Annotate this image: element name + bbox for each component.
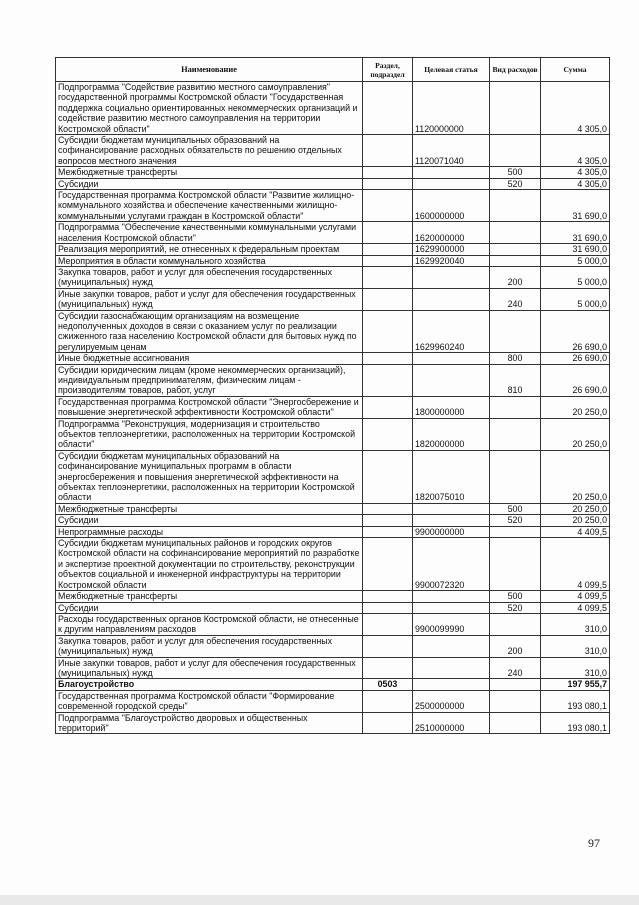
cell-sum: 310,0 [541, 635, 610, 657]
cell-target: 1620000000 [413, 222, 490, 244]
cell-sum: 193 080,1 [541, 712, 610, 734]
cell-target: 1800000000 [413, 396, 490, 418]
table-body [56, 82, 610, 734]
cell-section [363, 602, 413, 613]
cell-type: 500 [490, 167, 541, 178]
header-type: Вид расходов [490, 58, 541, 82]
header-section: Раздел, подраздел [363, 58, 413, 82]
table-row [56, 266, 610, 288]
cell-type [490, 690, 541, 712]
cell-target [413, 266, 490, 288]
cell-name: Мероприятия в области коммунального хозяйства [56, 255, 363, 266]
cell-name: Межбюджетные трансферты [56, 503, 363, 514]
cell-target [413, 635, 490, 657]
cell-target: 9900000000 [413, 526, 490, 537]
cell-sum: 31 690,0 [541, 222, 610, 244]
cell-section [363, 450, 413, 503]
cell-type: 240 [490, 657, 541, 679]
cell-sum: 4 305,0 [541, 82, 610, 135]
cell-type [490, 450, 541, 503]
cell-type [490, 613, 541, 635]
cell-section [363, 418, 413, 450]
cell-sum: 31 690,0 [541, 190, 610, 222]
cell-sum: 26 690,0 [541, 364, 610, 396]
cell-section [363, 222, 413, 244]
header-target: Целевая статья [413, 58, 490, 82]
cell-target: 1120000000 [413, 82, 490, 135]
cell-target: 1820075010 [413, 450, 490, 503]
cell-target [413, 364, 490, 396]
cell-section [363, 255, 413, 266]
cell-type [490, 526, 541, 537]
cell-name: Расходы государственных органов Костромской области, не отнесенные к другим направлениям расходов [56, 613, 363, 635]
cell-target [413, 167, 490, 178]
table-row [56, 679, 610, 690]
cell-type [490, 679, 541, 690]
cell-sum: 4 305,0 [541, 135, 610, 167]
cell-name: Государственная программа Костромской области "Развитие жилищно-коммунального хозяйства и обеспечение качественными жилищно-коммунальными услугами граждан в Костромской области" [56, 190, 363, 222]
cell-sum: 26 690,0 [541, 310, 610, 353]
cell-target [413, 288, 490, 310]
cell-type: 240 [490, 288, 541, 310]
cell-name: Субсидии [56, 178, 363, 189]
cell-sum: 5 000,0 [541, 288, 610, 310]
header-sum: Сумма [541, 58, 610, 82]
table-row [56, 418, 610, 450]
cell-sum: 4 409,5 [541, 526, 610, 537]
table-row [56, 602, 610, 613]
cell-type: 200 [490, 635, 541, 657]
table-row [56, 657, 610, 679]
cell-sum: 4 305,0 [541, 167, 610, 178]
table-row [56, 244, 610, 255]
table-row [56, 515, 610, 526]
cell-name: Государственная программа Костромской области "Формирование современной городской среды" [56, 690, 363, 712]
cell-name: Иные бюджетные ассигнования [56, 353, 363, 364]
cell-target: 1120071040 [413, 135, 490, 167]
cell-section [363, 288, 413, 310]
table-row [56, 167, 610, 178]
cell-section [363, 135, 413, 167]
table-row [56, 503, 610, 514]
cell-section [363, 178, 413, 189]
cell-name: Межбюджетные трансферты [56, 167, 363, 178]
cell-target [413, 353, 490, 364]
cell-target [413, 503, 490, 514]
cell-target: 1629960240 [413, 310, 490, 353]
cell-target [413, 657, 490, 679]
cell-section: 0503 [363, 679, 413, 690]
table-row [56, 190, 610, 222]
cell-type [490, 135, 541, 167]
table-row [56, 396, 610, 418]
cell-section [363, 538, 413, 591]
cell-type: 520 [490, 515, 541, 526]
cell-section [363, 396, 413, 418]
cell-sum: 310,0 [541, 657, 610, 679]
cell-name: Подпрограмма "Обеспечение качественными коммунальными услугами населения Костромской области" [56, 222, 363, 244]
cell-type [490, 190, 541, 222]
cell-section [363, 244, 413, 255]
cell-section [363, 613, 413, 635]
cell-type: 500 [490, 503, 541, 514]
cell-sum: 20 250,0 [541, 418, 610, 450]
cell-type: 200 [490, 266, 541, 288]
cell-type [490, 396, 541, 418]
cell-section [363, 266, 413, 288]
cell-name: Подпрограмма "Благоустройство дворовых и общественных территорий" [56, 712, 363, 734]
cell-section [363, 635, 413, 657]
cell-section [363, 190, 413, 222]
cell-sum: 4 099,5 [541, 538, 610, 591]
table-row [56, 690, 610, 712]
cell-name: Иные закупки товаров, работ и услуг для обеспечения государственных (муниципальных) нужд [56, 288, 363, 310]
cell-type: 520 [490, 602, 541, 613]
cell-target [413, 602, 490, 613]
cell-target: 9900099990 [413, 613, 490, 635]
cell-section [363, 515, 413, 526]
table-row [56, 526, 610, 537]
cell-type: 520 [490, 178, 541, 189]
cell-name: Субсидии бюджетам муниципальных образований на софинансирование муниципальных программ в области энергосбережения и повышения энергетической эффективности на объектах теплоэнергетики, расположенных на территории Костромской области [56, 450, 363, 503]
cell-type [490, 222, 541, 244]
cell-type: 810 [490, 364, 541, 396]
cell-sum: 20 250,0 [541, 503, 610, 514]
table-row [56, 222, 610, 244]
cell-sum: 5 000,0 [541, 266, 610, 288]
page-number: 97 [588, 836, 600, 850]
cell-sum: 197 955,7 [541, 679, 610, 690]
cell-type: 500 [490, 591, 541, 602]
cell-section [363, 167, 413, 178]
cell-name: Иные закупки товаров, работ и услуг для обеспечения государственных (муниципальных) нужд [56, 657, 363, 679]
table-row [56, 178, 610, 189]
cell-name: Субсидии газоснабжающим организациям на возмещение недополученных доходов в связи с оказанием услуг по реализации сжиженного газа населению Костромской области для бытовых нужд по регулируемым ценам [56, 310, 363, 353]
table-header-row [56, 58, 610, 82]
cell-section [363, 591, 413, 602]
cell-name: Субсидии юридическим лицам (кроме некоммерческих организаций), индивидуальным предпринимателям, физическим лицам - производителям товаров, работ, услуг [56, 364, 363, 396]
cell-sum: 20 250,0 [541, 450, 610, 503]
cell-target: 2510000000 [413, 712, 490, 734]
table-row [56, 135, 610, 167]
cell-name: Закупка товаров, работ и услуг для обеспечения государственных (муниципальных) нужд [56, 635, 363, 657]
table-row [56, 591, 610, 602]
cell-target [413, 178, 490, 189]
cell-name: Закупка товаров, работ и услуг для обеспечения государственных (муниципальных) нужд [56, 266, 363, 288]
table-row [56, 288, 610, 310]
cell-target: 9900072320 [413, 538, 490, 591]
cell-target: 1820000000 [413, 418, 490, 450]
cell-name: Подпрограмма "Реконструкция, модернизация и строительство объектов теплоэнергетики, расположенных на территории Костромской области" [56, 418, 363, 450]
cell-section [363, 310, 413, 353]
table-row [56, 635, 610, 657]
cell-target: 1629900000 [413, 244, 490, 255]
cell-name: Реализация мероприятий, не отнесенных к федеральным проектам [56, 244, 363, 255]
cell-target [413, 591, 490, 602]
table-row [56, 310, 610, 353]
cell-section [363, 657, 413, 679]
cell-name: Подпрограмма "Содействие развитию местного самоуправления" государственной программы Костромской области "Государственная поддержка социально ориентированных некоммерческих организаций и содействие развитию местного самоуправления на территории Костромской области" [56, 82, 363, 135]
cell-sum: 20 250,0 [541, 515, 610, 526]
header-name: Наименование [56, 58, 363, 82]
cell-name: Субсидии [56, 602, 363, 613]
table-row [56, 613, 610, 635]
table-row [56, 450, 610, 503]
cell-sum: 31 690,0 [541, 244, 610, 255]
cell-sum: 26 690,0 [541, 353, 610, 364]
cell-section [363, 503, 413, 514]
table-row [56, 255, 610, 266]
cell-target: 1629920040 [413, 255, 490, 266]
cell-type [490, 538, 541, 591]
cell-section [363, 82, 413, 135]
cell-type [490, 244, 541, 255]
budget-table [55, 57, 610, 734]
cell-section [363, 712, 413, 734]
cell-type [490, 310, 541, 353]
cell-type [490, 255, 541, 266]
cell-section [363, 364, 413, 396]
cell-target: 2500000000 [413, 690, 490, 712]
table-row [56, 364, 610, 396]
cell-name: Государственная программа Костромской области "Энергосбережение и повышение энергетической эффективности Костромской области" [56, 396, 363, 418]
cell-name: Межбюджетные трансферты [56, 591, 363, 602]
cell-sum: 20 250,0 [541, 396, 610, 418]
table-row [56, 82, 610, 135]
table-row [56, 538, 610, 591]
cell-sum: 4 099,5 [541, 591, 610, 602]
cell-section [363, 526, 413, 537]
cell-target: 1600000000 [413, 190, 490, 222]
cell-sum: 4 305,0 [541, 178, 610, 189]
cell-name: Непрограммные расходы [56, 526, 363, 537]
cell-sum: 310,0 [541, 613, 610, 635]
cell-type [490, 82, 541, 135]
cell-section [363, 690, 413, 712]
scan-edge [0, 895, 639, 905]
cell-section [363, 353, 413, 364]
table-row [56, 712, 610, 734]
cell-sum: 4 099,5 [541, 602, 610, 613]
cell-target [413, 515, 490, 526]
cell-name: Благоустройство [56, 679, 363, 690]
cell-name: Субсидии [56, 515, 363, 526]
cell-sum: 193 080,1 [541, 690, 610, 712]
cell-name: Субсидии бюджетам муниципальных районов и городских округов Костромской области на софинансирование мероприятий по разработке и экспертизе проектной документации по строительству, реконструкции объектов социальной и инженерной инфраструктуры на территории Костромской области [56, 538, 363, 591]
cell-type: 800 [490, 353, 541, 364]
cell-type [490, 418, 541, 450]
cell-name: Субсидии бюджетам муниципальных образований на софинансирование расходных обязательств по решению отдельных вопросов местного значения [56, 135, 363, 167]
cell-target [413, 679, 490, 690]
table-row [56, 353, 610, 364]
cell-type [490, 712, 541, 734]
cell-sum: 5 000,0 [541, 255, 610, 266]
